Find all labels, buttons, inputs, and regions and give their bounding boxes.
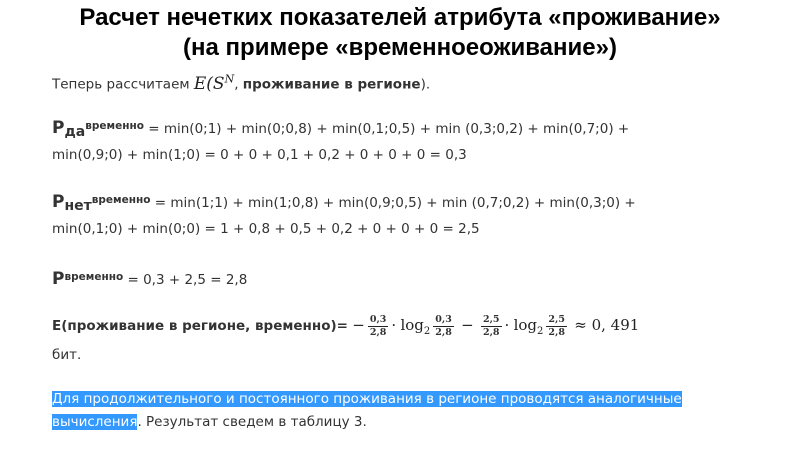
entropy-dot2: · [504, 316, 510, 334]
p-da-sup: временно [85, 120, 144, 132]
highlight-text2: вычисления [52, 414, 138, 430]
intro-end: ). [420, 76, 431, 93]
highlight-text1: Для продолжительного и постоянного проживания в регионе проводятся аналогичные [52, 391, 682, 407]
entropy-unit: бит. [52, 347, 82, 363]
entropy-log1 [400, 316, 431, 337]
slide-title-line2: (на примере «временноеоживание») [183, 34, 617, 61]
frac4-den: 2,8 [548, 326, 565, 338]
p-da-sub: да [64, 124, 86, 140]
entropy-fraction-1 [368, 314, 389, 339]
intro-bold: проживание в регионе [242, 76, 421, 93]
log2-base: 2 [537, 326, 544, 337]
p-da-symbol: P [52, 118, 65, 138]
p-da-line1 [52, 119, 629, 139]
p-net-line1 [52, 193, 636, 213]
entropy-label: E(проживание в регионе, временно)= [52, 318, 348, 334]
entropy-fraction-3 [481, 314, 502, 339]
log1-text: log [400, 316, 424, 334]
entropy-result: ≈ 0, 491 [574, 316, 640, 334]
entropy-line [52, 308, 639, 349]
log2-text: log [513, 316, 538, 334]
p-net-symbol: P [52, 192, 65, 212]
frac1-den: 2,8 [369, 326, 387, 338]
p-total-symbol: P [52, 269, 65, 289]
entropy-fraction-4 [546, 314, 567, 339]
log1-base: 2 [423, 326, 431, 337]
highlight-line2 [52, 412, 367, 433]
intro-prefix: Теперь рассчитаем [52, 76, 194, 93]
p-total-line [52, 270, 247, 290]
highlight-rest: . Результат сведем в таблицу 3. [137, 414, 367, 430]
p-net-formula1: = min(1;1) + min(1;0,8) + min(0,9;0,5) + min (0,7;0,2) + min(0,3;0) + [154, 195, 636, 211]
p-total-formula: = 0,3 + 2,5 = 2,8 [127, 272, 248, 288]
intro-comma: , [234, 76, 243, 93]
frac3-num: 2,5 [482, 313, 500, 325]
slide-title-line1: Расчет нечетких показателей атрибута «проживание» [79, 4, 721, 31]
entropy-minus1: − [352, 316, 365, 334]
p-net-line2: min(0,1;0) + min(0;0) = 1 + 0,8 + 0,5 + 0,2 + 0 + 0 + 0 = 2,5 [52, 221, 480, 237]
entropy-dot1: · [391, 316, 397, 334]
frac4-num: 2,5 [548, 313, 565, 325]
p-net-sub: нет [64, 198, 92, 214]
frac1-num: 0,3 [369, 313, 387, 325]
p-da-formula1: = min(0;1) + min(0;0,8) + min(0,1;0,5) + min (0,3;0,2) + min(0,7;0) + [148, 121, 630, 137]
frac2-num: 0,3 [435, 313, 452, 325]
frac3-den: 2,8 [482, 326, 500, 338]
entropy-fraction-2 [433, 314, 454, 339]
entropy-log2 [513, 316, 544, 337]
frac2-den: 2,8 [435, 326, 452, 338]
p-da-line2: min(0,9;0) + min(1;0) = 0 + 0 + 0,1 + 0,2 + 0 + 0 + 0 = 0,3 [52, 147, 467, 163]
p-net-sup: временно [91, 194, 151, 206]
intro-math-sup: N [224, 72, 235, 85]
p-total-sup: временно [64, 271, 124, 283]
highlight-line1 [52, 389, 682, 410]
intro-line [52, 70, 430, 94]
intro-math [194, 74, 234, 94]
entropy-minus2: − [461, 316, 474, 334]
intro-math-e: E(S [193, 73, 225, 94]
